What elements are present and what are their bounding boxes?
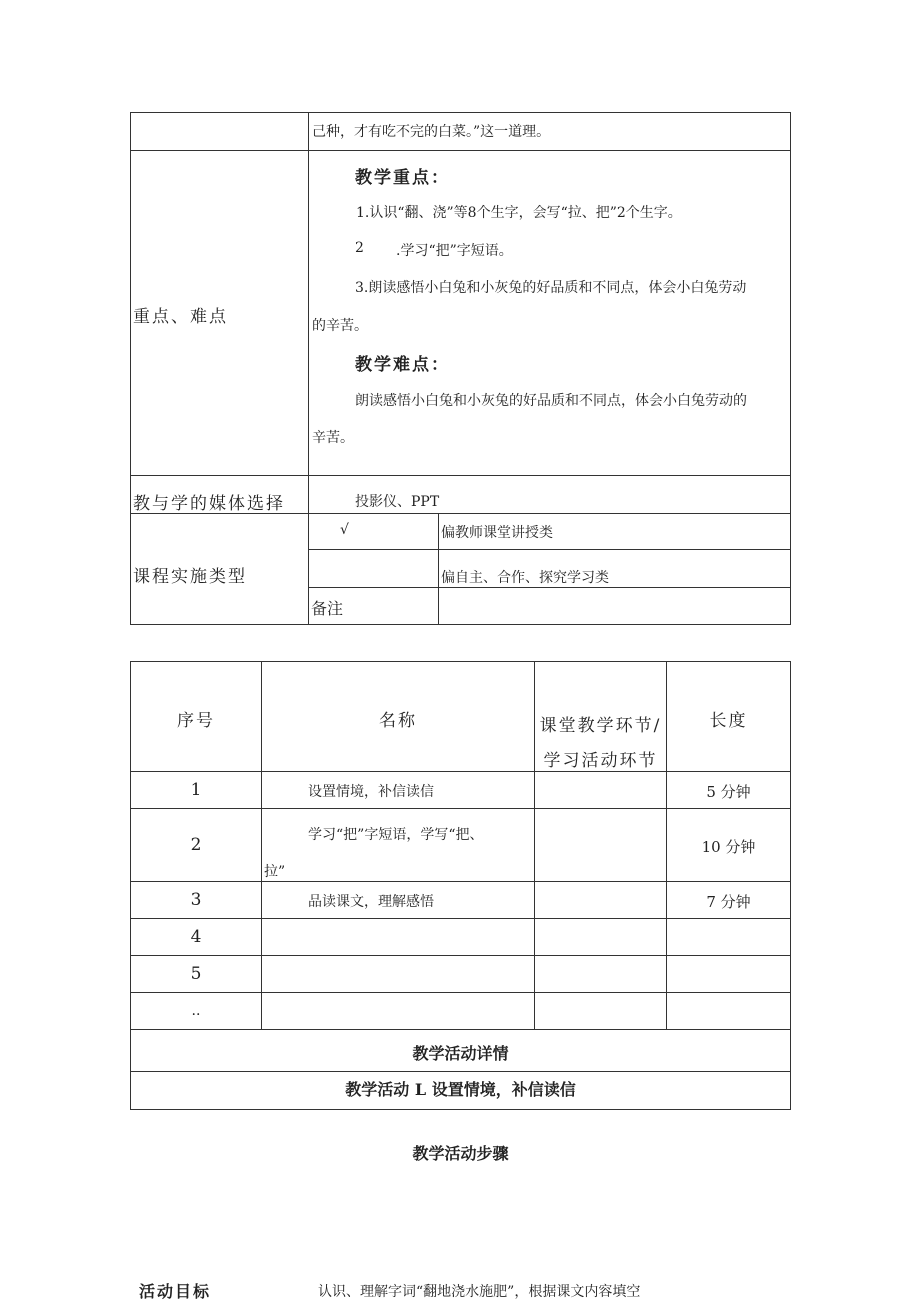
row-2-name-line2: 拉” <box>264 864 286 880</box>
media-label: 教与学的媒体选择 <box>133 494 285 514</box>
row-1-name: 设置情境，补信读信 <box>308 784 434 800</box>
header-name: 名称 <box>379 711 417 731</box>
row-3-index: 3 <box>190 890 202 910</box>
row-5-index: 5 <box>190 964 202 984</box>
row-more-index: .. <box>191 1003 201 1019</box>
key-points-label: 重点、难点 <box>133 307 228 327</box>
row-3-duration: 7 分钟 <box>706 893 751 911</box>
header-stage-line2: 学习活动环节 <box>543 751 658 771</box>
intro-continuation-text: 己种，才有吃不完的白菜。”这一道理。 <box>312 124 551 140</box>
activity-goal-label: 活动目标 <box>139 1282 212 1301</box>
difficult-points-heading: 教学难点： <box>355 355 450 375</box>
key-points-heading: 教学重点： <box>355 168 450 188</box>
key-point-2-number: 2 <box>355 240 364 256</box>
activity-steps-title: 教学活动步骤 <box>412 1144 509 1163</box>
media-value: 投影仪、PPT <box>355 494 440 510</box>
row-2-name-line1: 学习“把”字短语，学写“把、 <box>308 827 484 843</box>
activity-goal-text: 认识、理解字词“翻地浇水施肥”，根据课文内容填空 <box>318 1284 641 1300</box>
header-index: 序号 <box>177 711 215 731</box>
key-point-3-line2: 的辛苦。 <box>312 318 368 334</box>
difficult-point-line1: 朗读感悟小白兔和小灰兔的好品质和不同点，体会小白兔劳动的 <box>355 393 747 409</box>
header-duration: 长度 <box>709 711 748 731</box>
course-type-option-1: 偏教师课堂讲授类 <box>441 525 553 541</box>
course-type-option-2: 偏自主、合作、探究学习类 <box>441 570 609 586</box>
activity-details-title: 教学活动详情 <box>412 1044 509 1063</box>
check-mark-icon: √ <box>340 522 349 538</box>
row-2-duration: 10 分钟 <box>701 838 756 856</box>
row-3-name: 品读课文，理解感悟 <box>308 894 434 910</box>
row-4-index: 4 <box>190 927 202 947</box>
row-1-index: 1 <box>190 780 202 800</box>
difficult-point-line2: 辛苦。 <box>312 430 354 446</box>
row-2-index: 2 <box>190 835 202 855</box>
header-stage-line1: 课堂教学环节/ <box>539 716 662 736</box>
key-point-1: 1.认识“翻、浇”等8个生字，会写“拉、把”2个生字。 <box>356 205 682 221</box>
key-point-3-line1: 3.朗读感悟小白兔和小灰兔的好品质和不同点，体会小白兔劳动 <box>355 280 747 296</box>
activity-1-title: 教学活动 L 设置情境，补信读信 <box>345 1080 576 1099</box>
course-type-label: 课程实施类型 <box>133 567 247 587</box>
key-point-2-text: .学习“把”字短语。 <box>396 243 513 259</box>
row-1-duration: 5 分钟 <box>706 783 751 801</box>
note-label: 备注 <box>311 599 344 618</box>
